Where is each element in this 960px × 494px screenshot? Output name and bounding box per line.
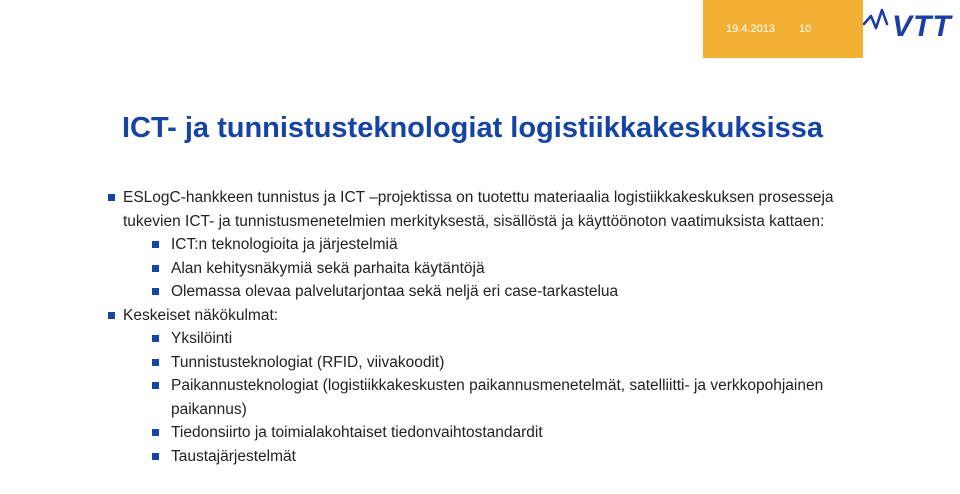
bullet-item-level-2 (100, 280, 840, 304)
bullet-text: Taustajärjestelmät (171, 447, 296, 465)
square-bullet-icon (152, 335, 159, 342)
header-bar (703, 0, 863, 58)
square-bullet-icon (152, 429, 159, 436)
logo-text: VTT (892, 10, 952, 43)
square-bullet-icon (152, 241, 159, 248)
bullet-text: Tunnistusteknologiat (RFID, viivakoodit) (171, 353, 445, 371)
bullet-list (100, 186, 840, 468)
bullet-item-level-1 (100, 304, 840, 328)
bullet-item-level-2 (100, 374, 840, 421)
bullet-item-level-1 (100, 186, 840, 233)
slide-date: 19.4.2013 (726, 23, 775, 35)
slide-title: ICT- ja tunnistusteknologiat logistiikkakeskuksissa (122, 112, 824, 144)
square-bullet-icon (108, 194, 115, 201)
vtt-logo (862, 6, 958, 48)
bullet-text: ESLogC-hankkeen tunnistus ja ICT –projektissa on tuotettu materiaalia logistiikkakeskuksen prosesseja tukevien ICT- ja tunnistusmenetelmien merkityksestä, sisällöstä ja käyttöönoton vaatimuksista kattaen: (123, 189, 834, 230)
square-bullet-icon (152, 382, 159, 389)
bullet-text: Alan kehitysnäkymiä sekä parhaita käytäntöjä (171, 259, 485, 277)
bullet-text: Tiedonsiirto ja toimialakohtaiset tiedonvaihtostandardit (171, 424, 543, 441)
bullet-item-level-2 (100, 351, 840, 375)
bullet-text: Yksilöinti (171, 330, 233, 347)
bullet-item-level-2 (100, 445, 840, 469)
square-bullet-icon (152, 453, 159, 460)
square-bullet-icon (152, 359, 159, 366)
bullet-item-level-2 (100, 257, 840, 281)
bullet-text: Paikannusteknologiat (logistiikkakeskusten paikannusmenetelmät, satelliitti- ja verkkopohjainen paikannus) (171, 377, 824, 418)
square-bullet-icon (108, 312, 115, 319)
square-bullet-icon (152, 265, 159, 272)
square-bullet-icon (152, 288, 159, 295)
bullet-text: Olemassa olevaa palvelutarjontaa sekä neljä eri case-tarkastelua (171, 283, 619, 300)
bullet-text: ICT:n teknologioita ja järjestelmiä (171, 236, 398, 253)
bullet-text: Keskeiset näkökulmat: (123, 306, 279, 324)
bullet-item-level-2 (100, 233, 840, 257)
page-number: 10 (799, 23, 812, 35)
bullet-item-level-2 (100, 421, 840, 445)
bullet-item-level-2 (100, 327, 840, 351)
